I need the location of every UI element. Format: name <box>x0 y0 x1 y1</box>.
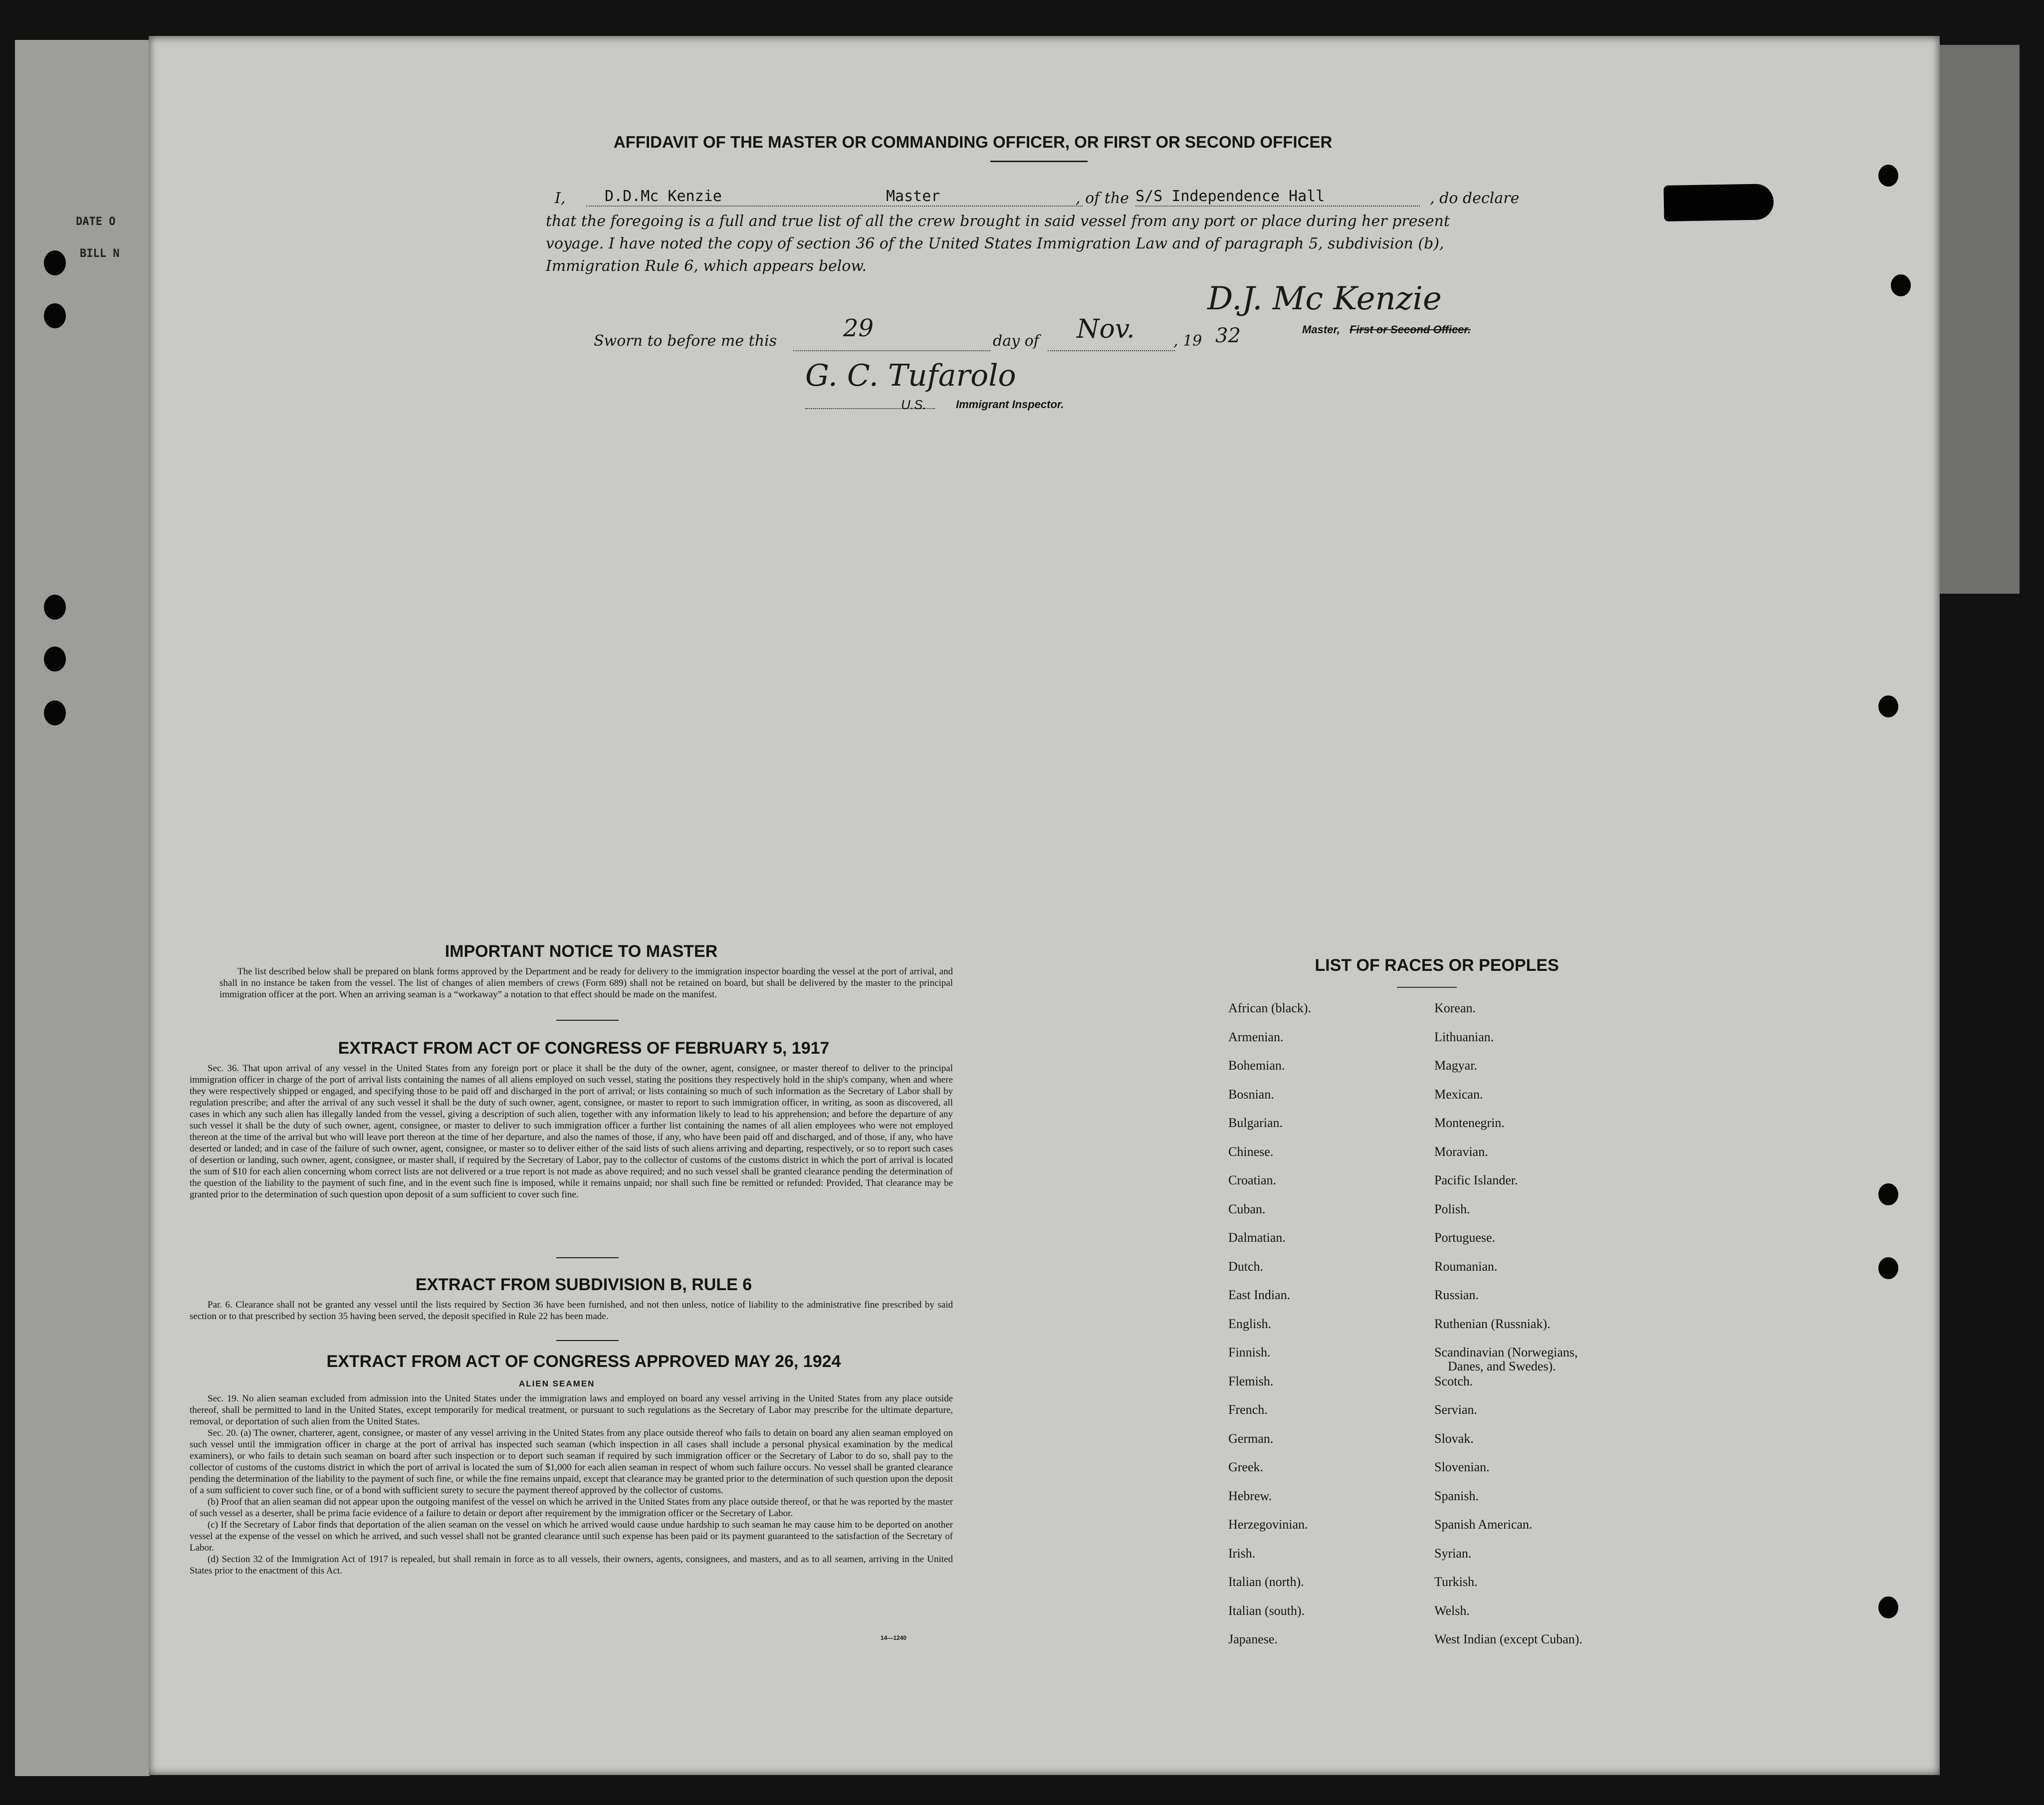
margin-date-label: DATE O <box>76 216 116 228</box>
race-item-left: Japanese. <box>1228 1632 1278 1646</box>
race-item-left: Bosnian. <box>1228 1087 1274 1102</box>
race-item-right: Servian. <box>1434 1402 1477 1417</box>
month-underline <box>1048 350 1175 351</box>
year-suffix: 32 <box>1215 324 1241 347</box>
sworn-day: 29 <box>843 314 874 342</box>
binder-hole <box>44 303 66 328</box>
race-item-left: Croatian. <box>1228 1173 1277 1187</box>
binder-hole <box>1878 1183 1898 1205</box>
race-item-right: Turkish. <box>1434 1575 1478 1589</box>
race-item-left: English. <box>1228 1316 1271 1331</box>
race-item-left: Hebrew. <box>1228 1488 1272 1503</box>
name-underline <box>586 206 1083 207</box>
race-item-left: Irish. <box>1228 1546 1256 1561</box>
notice-rule <box>556 1020 619 1021</box>
vessel-underline <box>1136 206 1420 207</box>
races-rule <box>1397 987 1457 988</box>
notice-text <box>220 966 953 1012</box>
race-item-right: Mexican. <box>1434 1087 1483 1102</box>
binder-hole <box>44 595 66 620</box>
binder-hole <box>1878 1596 1898 1618</box>
sec20c-paragraph: (c) If the Secretary of Labor finds that deportation of the alien seaman on the vessel on which he arrived would cause undue hardship to such seaman he may cause him to be deported on another vessel at the expense of the vessel on which he arrived, and such vessel shall not be granted clearance until such expense has been paid or its payment guaranteed to the satisfaction of the Secretary of Labor. <box>190 1520 953 1553</box>
race-item-left: Armenian. <box>1228 1029 1284 1044</box>
binder-hole <box>1891 274 1911 296</box>
race-item-right: Portuguese. <box>1434 1230 1496 1245</box>
race-item-right: West Indian (except Cuban). <box>1434 1632 1583 1646</box>
race-item-right: Slovak. <box>1434 1431 1474 1446</box>
race-item-left: Dutch. <box>1228 1259 1264 1274</box>
affidavit-title: AFFIDAVIT OF THE MASTER OR COMMANDING OFFICER, OR FIRST OR SECOND OFFICER <box>613 133 1333 151</box>
race-item-left: Italian (north). <box>1228 1575 1304 1589</box>
race-item-left: German. <box>1228 1431 1274 1446</box>
margin-bill-label: BILL N <box>80 247 120 260</box>
race-item-right: Ruthenian (Russniak). <box>1434 1316 1551 1331</box>
master-name: D.D.Mc Kenzie <box>605 188 722 205</box>
race-item-left: Dalmatian. <box>1228 1230 1286 1245</box>
race-item-right: Russian. <box>1434 1288 1479 1302</box>
form-number: 14—1240 <box>881 1634 907 1641</box>
race-item-right: Lithuanian. <box>1434 1029 1494 1044</box>
signature-caption-master: Master, <box>1302 323 1340 336</box>
affidavit-line-2: that the foregoing is a full and true list of all the crew brought in said vessel from any port or place during her present <box>546 213 1450 230</box>
race-item-left: Greek. <box>1228 1460 1264 1474</box>
extract-1917-rule <box>556 1257 619 1258</box>
race-item-left: Italian (south). <box>1228 1603 1305 1618</box>
race-item-right: Polish. <box>1434 1201 1470 1216</box>
sec20b-paragraph: (b) Proof that an alien seaman did not appear upon the outgoing manifest of the vessel on which he arrived in the United States from any place outside thereof, or that he was reported by the master of such vessel as a deserter, shall be prima facie evidence of a failure to detain or deport after requirement by the immigration officer or the Secretary of Labor. <box>190 1497 953 1519</box>
binder-hole <box>44 700 66 725</box>
binder-hole <box>44 647 66 672</box>
extract-1924-text <box>190 1393 953 1632</box>
binder-hole <box>44 250 66 275</box>
race-item-right: Spanish American. <box>1434 1517 1533 1532</box>
rule6-paragraph: Par. 6. Clearance shall not be granted any vessel until the lists required by Section 36 have been furnished, and not then unless, notice of liability to the administrative fine prescribed by said section or to that prescribed by section 35 having been served, the deposit specified in Rule 22 has been made. <box>190 1300 953 1322</box>
race-item-left: Cuban. <box>1228 1201 1266 1216</box>
race-item-right: Montenegrin. <box>1434 1116 1505 1130</box>
left-binding-strip <box>15 40 150 1776</box>
extract-1917-paragraph: Sec. 36. That upon arrival of any vessel in the United States from any foreign port or place it shall be the duty of the owner, agent, consignee, or master thereof to deliver to the principal immigration officer in charge of the port of arrival lists containing the names of all aliens employed on such vessel, stating the positions they respectively hold in the ship's company, when and where they were respectively shipped or engaged, and specifying those to be paid off and discharged in the port of arrival; or lists containing so much of such information as the Secretary of Labor shall by regulation prescribe; and after the arrival of any such vessel it shall be the duty of such owner, agent, consignee, or master to report to such immigration officer, in writing, as soon as discovered, all cases in which any such alien has illegally landed from the vessel, giving a description of such alien, together with any information likely to lead to his apprehension; and before the departure of any such vessel it shall be the duty of such owner, agent, consignee, or master to deliver to such immigration officer a further list containing the names of all alien employees who were not employed thereon at the time of the arrival but who will leave port thereon at the time of her departure, and also the names of those, if any, who have been paid off and discharged, and of those, if any, who have deserted or landed; and in case of the failure of such owner, agent, consignee, or master so to deliver either of the said lists of such aliens arriving and departing, respectively, or so to report such cases of desertion or landing, such owner, agent, consignee, or master shall, if required by the Secretary of Labor, pay to the collector of customs of the customs district in which the port of arrival is located the sum of $10 for each alien concerning whom correct lists are not delivered or a true report is not made as above required; and no such vessel shall be granted clearance pending the determination of the question of the liability to the payment of such fine, and in the event such fine is imposed, while it remains unpaid; nor shall such fine be remitted or refunded: Provided, That clearance may be granted prior to the determination of such question upon deposit of a sum sufficient to cover such fine. <box>190 1063 953 1200</box>
i-label: I, <box>555 190 566 207</box>
race-item-right: Welsh. <box>1434 1603 1470 1618</box>
race-item-left: Finnish. <box>1228 1345 1271 1359</box>
sec19-paragraph: Sec. 19. No alien seaman excluded from admission into the United States under the immigration laws and employed on board any vessel arriving in the United States from any place outside thereof, shall be permitted to land in the United States, except temporarily for medical treatment, or pursuant to such regulations as the Secretary of Labor may prescribe for the ultimate departure, removal, or deportation of such alien from the United States. <box>190 1393 953 1427</box>
binder-hole <box>1878 165 1898 187</box>
inspector-signature: G. C. Tufarolo <box>805 358 1016 393</box>
master-signature: D.J. Mc Kenzie <box>1207 280 1442 317</box>
redaction-mark <box>1663 184 1774 222</box>
race-item-left: Bulgarian. <box>1228 1116 1283 1130</box>
races-title: LIST OF RACES OR PEOPLES <box>1315 956 1559 975</box>
race-item-left: Flemish. <box>1228 1373 1274 1388</box>
signature-caption-struck: First or Second Officer. <box>1350 323 1471 336</box>
race-item-right: Scandinavian (Norwegians, <box>1434 1345 1578 1359</box>
do-declare: , do declare <box>1430 190 1520 207</box>
title-rule <box>990 161 1088 162</box>
rule6-text <box>190 1299 953 1334</box>
affidavit-line-3: voyage. I have noted the copy of section 36 of the United States Immigration Law and of paragraph 5, subdivision (b), <box>546 235 1444 252</box>
notice-paragraph: The list described below shall be prepared on blank forms approved by the Department and be ready for delivery to the immigration inspector boarding the vessel at the port of arrival, and shall in no instance be taken from the vessel. The list of changes of alien members of crews (Form 689) shall not be retained on board, but shall be delivered by the master to the principal immigration officer at the port. When an arriving seaman is a “workaway” a notation to that effect should be made on the manifest. <box>220 966 953 1000</box>
right-adjacent-page <box>1940 45 2020 594</box>
race-item-left: East Indian. <box>1228 1288 1291 1302</box>
race-item-right: Moravian. <box>1434 1144 1488 1159</box>
sec20a-paragraph: Sec. 20. (a) The owner, charterer, agent, consignee, or master of any vessel arriving in the United States from any place outside thereof who fails to detain on board any alien seaman employed on such vessel until the immigration officer in charge at the port of arrival has inspected such seaman (which inspection in all cases shall include a personal physical examination by the medical examiners), or who fails to detain such seaman on board after such inspection or to deport such seaman if required by such immigration officer or the Secretary of Labor to do so, shall pay to the collector of customs of the customs district in which the port of arrival is located the sum of $1,000 for each alien seaman in respect of whom such failure occurs. No vessel shall be granted clearance pending the determination of the liability to the payment of such fine, or while the fine remains unpaid, except that clearance may be granted prior to the determination of such question upon the deposit of a sum sufficient to cover such fine, or of a bond with sufficient surety to secure the payment thereof approved by the collector of customs. <box>190 1428 953 1496</box>
rule6-rule <box>556 1340 619 1341</box>
master-rank: Master <box>886 188 940 205</box>
race-item-right: Magyar. <box>1434 1058 1477 1073</box>
race-item-left: French. <box>1228 1402 1268 1417</box>
race-item-right: Scotch. <box>1434 1373 1473 1388</box>
race-item-right: Roumanian. <box>1434 1259 1498 1274</box>
extract-1917-title: EXTRACT FROM ACT OF CONGRESS OF FEBRUARY 5, 1917 <box>338 1039 830 1058</box>
race-item-left: African (black). <box>1228 1001 1312 1015</box>
race-item-left: Bohemian. <box>1228 1058 1285 1073</box>
binder-hole <box>1878 695 1898 717</box>
sworn-label: Sworn to before me this <box>594 332 777 350</box>
rule6-title: EXTRACT FROM SUBDIVISION B, RULE 6 <box>415 1275 752 1294</box>
race-item-left: Chinese. <box>1228 1144 1274 1159</box>
notice-title: IMPORTANT NOTICE TO MASTER <box>445 942 718 961</box>
inspector-prefix: U.S. <box>901 397 926 412</box>
race-item-left: Herzegovinian. <box>1228 1517 1308 1532</box>
race-item-right: Slovenian. <box>1434 1460 1490 1474</box>
vessel-name: S/S Independence Hall <box>1136 188 1325 205</box>
race-item-right: Spanish. <box>1434 1488 1479 1503</box>
year-prefix: , 19 <box>1173 332 1202 350</box>
extract-1924-title: EXTRACT FROM ACT OF CONGRESS APPROVED MAY 26, 1924 <box>326 1352 841 1371</box>
alien-seamen-subtitle: ALIEN SEAMEN <box>519 1379 595 1388</box>
day-of-label: day of <box>993 332 1039 350</box>
inspector-caption: Immigrant Inspector. <box>956 398 1064 411</box>
race-item-right: Pacific Islander. <box>1434 1173 1518 1187</box>
affidavit-line-4: Immigration Rule 6, which appears below. <box>546 257 867 275</box>
sec20d-paragraph: (d) Section 32 of the Immigration Act of 1917 is repealed, but shall remain in force as to all vessels, their owners, agents, consignees, and masters, and as to all seamen, arriving in the United States prior to the enactment of this Act. <box>190 1554 953 1576</box>
race-item-right: Korean. <box>1434 1001 1476 1015</box>
vessel-prefix: , of the <box>1076 190 1129 207</box>
extract-1917-text <box>190 1063 953 1247</box>
day-underline <box>793 350 990 351</box>
race-item-continuation: Danes, and Swedes). <box>1448 1359 1556 1373</box>
binder-hole <box>1878 1257 1898 1279</box>
race-item-right: Syrian. <box>1434 1546 1472 1561</box>
sworn-month: Nov. <box>1077 314 1135 344</box>
